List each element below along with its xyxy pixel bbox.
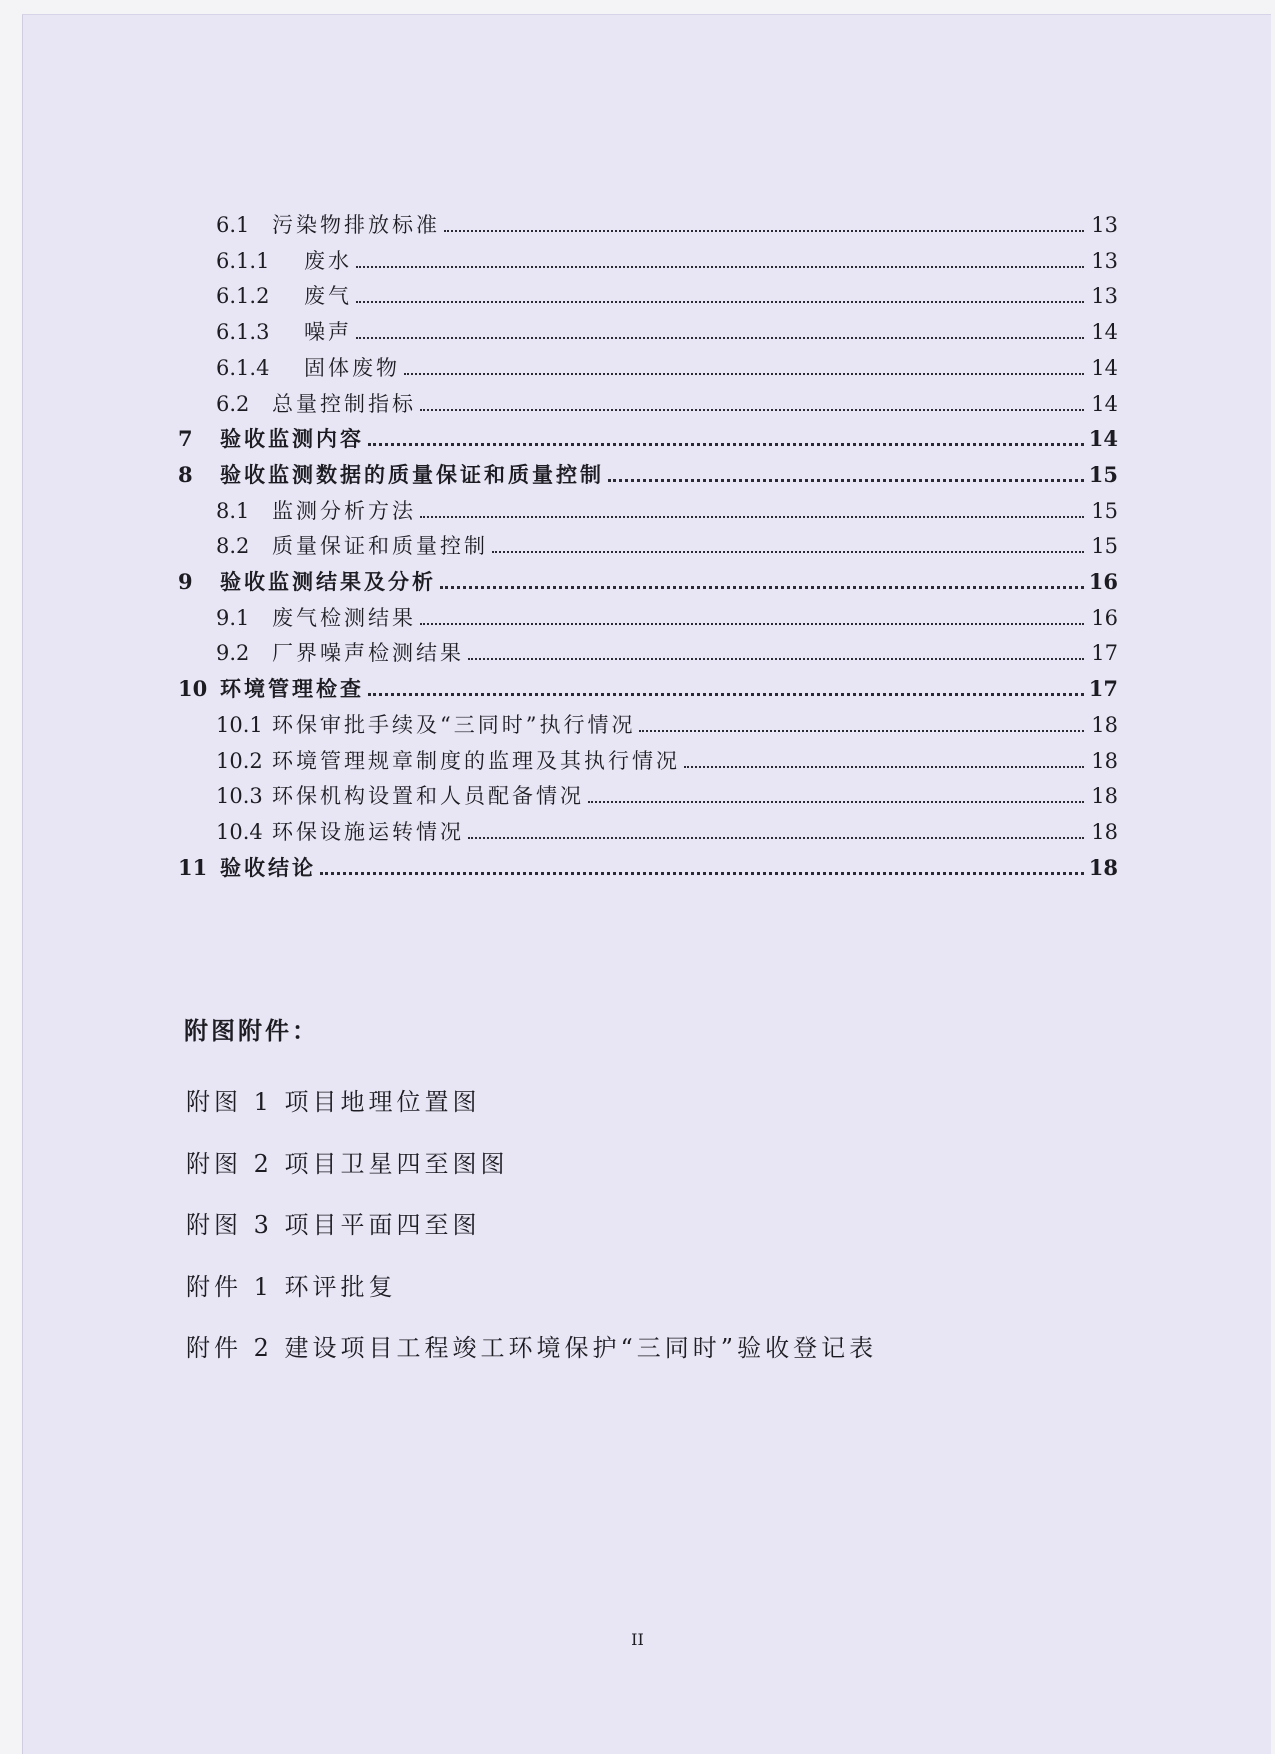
- toc-entry-number: 10.4: [216, 819, 263, 844]
- toc-dot-leader: [468, 837, 1084, 839]
- toc-entry-page: 18: [1091, 712, 1118, 737]
- toc-entry-title: 环保机构设置和人员配备情况: [272, 784, 584, 809]
- toc-entry-number: 9: [178, 569, 193, 594]
- annex-item: 附图 3 项目平面四至图: [186, 1211, 481, 1239]
- toc-entry-page: 15: [1091, 498, 1118, 523]
- toc-entry[interactable]: [216, 814, 1118, 844]
- toc-entry-page: 17: [1088, 676, 1118, 702]
- toc-entry-page: 17: [1091, 641, 1118, 666]
- toc-entry-number: 6.1.4: [216, 355, 270, 380]
- annex-item: 附件 1 环评批复: [186, 1273, 397, 1301]
- toc-entry[interactable]: [216, 386, 1118, 416]
- toc-entry[interactable]: [216, 528, 1118, 558]
- toc-entry-number: 8.2: [216, 534, 250, 559]
- toc-dot-leader: [404, 373, 1084, 375]
- toc-entry-number: 6.1.1: [216, 248, 270, 273]
- toc-entry-page: 14: [1091, 320, 1118, 345]
- toc-entry[interactable]: [216, 314, 1118, 344]
- toc-entry-title: 环保审批手续及“三同时”执行情况: [272, 712, 636, 737]
- toc-entry-title: 环保设施运转情况: [272, 819, 464, 844]
- toc-dot-leader: [444, 230, 1084, 232]
- toc-entry[interactable]: [216, 707, 1118, 737]
- toc-dot-leader: [368, 443, 1084, 446]
- toc-entry-title: 验收监测结果及分析: [220, 569, 436, 594]
- toc-entry[interactable]: [216, 278, 1118, 308]
- toc-dot-leader: [420, 516, 1084, 518]
- toc-entry[interactable]: [216, 600, 1118, 630]
- toc-entry[interactable]: [216, 243, 1118, 273]
- toc-entry-title: 监测分析方法: [272, 498, 416, 523]
- toc-entry-page: 15: [1091, 534, 1118, 559]
- toc-entry-page: 18: [1091, 748, 1118, 773]
- annex-item: 附件 2 建设项目工程竣工环境保护“三同时”验收登记表: [186, 1334, 878, 1362]
- toc-entry-title: 环境管理规章制度的监理及其执行情况: [272, 748, 680, 773]
- toc-dot-leader: [356, 301, 1084, 303]
- toc-entry-page: 18: [1091, 819, 1118, 844]
- toc-entry-title: 总量控制指标: [272, 391, 416, 416]
- toc-entry-title: 质量保证和质量控制: [272, 534, 488, 559]
- toc-entry-number: 7: [178, 426, 193, 452]
- toc-entry-title: 环境管理检查: [220, 676, 364, 702]
- toc-entry-title: 废气检测结果: [272, 605, 416, 630]
- toc-entry-title: 废水: [304, 248, 352, 273]
- toc-entry[interactable]: [178, 850, 1118, 880]
- toc-entry-page: 18: [1091, 784, 1118, 809]
- toc-dot-leader: [468, 658, 1084, 660]
- annex-item: 附图 2 项目卫星四至图图: [186, 1150, 509, 1178]
- toc-entry-number: 6.1: [216, 213, 250, 237]
- toc-entry-number: 10.1: [216, 712, 263, 737]
- toc-entry-number: 9.2: [216, 641, 250, 666]
- toc-entry[interactable]: [216, 493, 1118, 523]
- toc-entry[interactable]: [216, 743, 1118, 773]
- toc-entry[interactable]: [216, 778, 1118, 808]
- toc-dot-leader: [684, 766, 1084, 768]
- toc-entry-page: 13: [1091, 284, 1118, 309]
- toc-entry-number: 6.1.3: [216, 320, 270, 345]
- toc-dot-leader: [440, 586, 1084, 589]
- toc-entry-page: 16: [1091, 605, 1118, 630]
- toc-entry-page: 14: [1088, 426, 1118, 452]
- toc-dot-leader: [588, 801, 1084, 803]
- toc-entry-number: 6.2: [216, 391, 250, 416]
- toc-entry[interactable]: [178, 421, 1118, 451]
- toc-entry-page: 14: [1091, 391, 1118, 416]
- toc-entry-number: 10.2: [216, 748, 263, 773]
- toc-dot-leader: [492, 551, 1084, 553]
- toc-entry-title: 验收结论: [220, 854, 316, 880]
- toc-dot-leader: [608, 479, 1084, 482]
- toc-entry-page: 18: [1088, 854, 1118, 880]
- toc-entry-page: 15: [1088, 461, 1118, 487]
- toc-entry[interactable]: [216, 350, 1118, 380]
- annex-heading: 附图附件：: [184, 1016, 319, 1045]
- toc-entry[interactable]: [178, 564, 1118, 594]
- toc-entry-title: 厂界噪声检测结果: [272, 641, 464, 666]
- toc-dot-leader: [639, 730, 1084, 732]
- toc-dot-leader: [420, 623, 1084, 625]
- toc-entry-number: 11: [178, 854, 208, 880]
- toc-dot-leader: [368, 693, 1084, 696]
- toc-entry-title: 废气: [304, 284, 352, 309]
- toc-entry[interactable]: [178, 457, 1118, 487]
- toc-entry-number: 10: [178, 676, 208, 702]
- toc-entry-title: 验收监测数据的质量保证和质量控制: [220, 461, 604, 487]
- toc-entry-title: 固体废物: [304, 355, 400, 380]
- toc-entry[interactable]: [178, 671, 1118, 701]
- toc-dot-leader: [356, 266, 1084, 268]
- toc-entry-title: 验收监测内容: [220, 426, 364, 452]
- toc-entry-number: 8.1: [216, 498, 250, 523]
- toc-entry-number: 6.1.2: [216, 284, 270, 309]
- toc-entry-page: 14: [1091, 355, 1118, 380]
- toc-dot-leader: [420, 409, 1084, 411]
- toc-entry[interactable]: [216, 207, 1118, 237]
- toc-entry-page: 16: [1088, 569, 1118, 594]
- toc-entry-page: 13: [1091, 213, 1118, 237]
- toc-dot-leader: [356, 337, 1084, 339]
- toc-entry-number: 8: [178, 461, 193, 487]
- toc-entry-title: 噪声: [304, 320, 352, 345]
- annex-item: 附图 1 项目地理位置图: [186, 1088, 481, 1116]
- toc-entry-number: 9.1: [216, 605, 250, 630]
- toc-entry-title: 污染物排放标准: [272, 213, 440, 237]
- toc-entry[interactable]: [216, 635, 1118, 665]
- toc-dot-leader: [320, 872, 1084, 875]
- toc-entry-number: 10.3: [216, 784, 263, 809]
- toc-entry-page: 13: [1091, 248, 1118, 273]
- page-number: II: [631, 1630, 644, 1649]
